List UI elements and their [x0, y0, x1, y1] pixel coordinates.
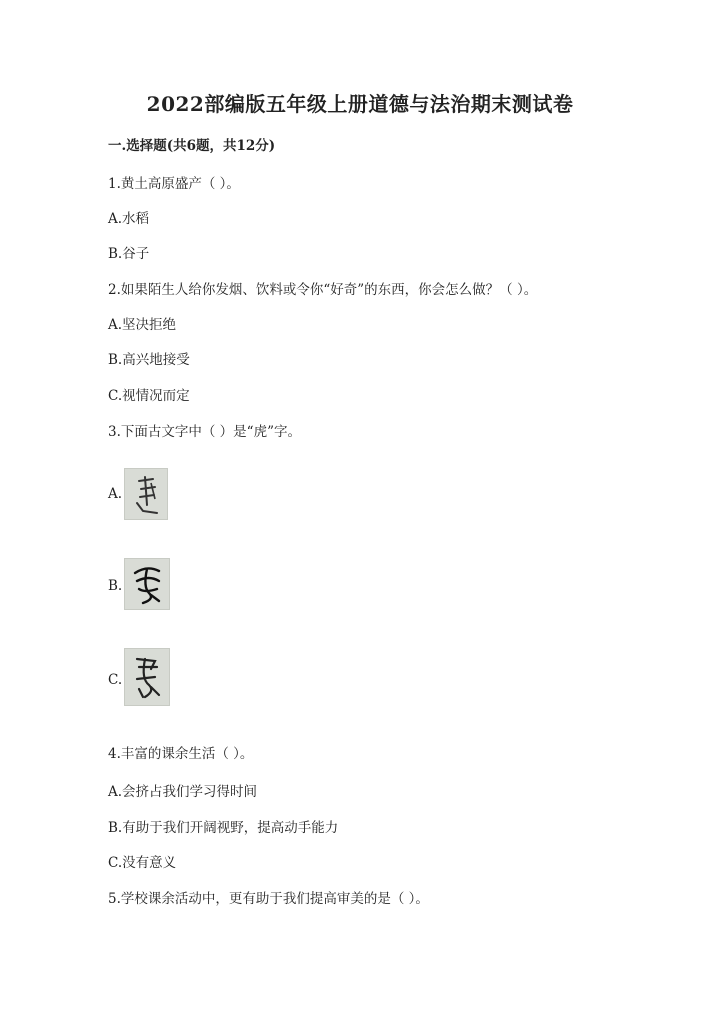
ancient-character-c-image: [124, 648, 170, 706]
question-2-option-c: C.视情况而定: [108, 388, 190, 404]
option-label: C.: [108, 672, 123, 688]
question-1-option-a: A.水稻: [108, 211, 150, 227]
question-4-stem: 4.丰富的课余生活（ ）。: [108, 746, 254, 762]
question-5-stem: 5.学校课余活动中，更有助于我们提高审美的是（ ）。: [108, 891, 429, 907]
question-4-option-b: B.有助于我们开阔视野，提高动手能力: [108, 820, 339, 836]
question-1-option-b: B.谷子: [108, 246, 150, 262]
question-2-option-b: B.高兴地接受: [108, 352, 190, 368]
question-1-stem: 1.黄土高原盛产（ ）。: [108, 176, 240, 192]
question-2-option-a: A.坚决拒绝: [108, 317, 177, 333]
section-heading: 一.选择题(共6题，共12分): [108, 138, 276, 154]
question-4-option-a: A.会挤占我们学习得时间: [108, 784, 258, 800]
ancient-character-a-image: [124, 468, 168, 520]
option-label: A.: [108, 486, 123, 502]
question-4-option-c: C.没有意义: [108, 855, 177, 871]
option-label: B.: [108, 578, 123, 594]
question-2-stem: 2.如果陌生人给你发烟、饮料或令你“好奇”的东西，你会怎么做？（ ）。: [108, 282, 538, 298]
ancient-character-b-image: [124, 558, 170, 610]
page-title: 2022部编版五年级上册道德与法治期末测试卷: [146, 92, 574, 116]
question-3-stem: 3.下面古文字中（ ）是“虎”字。: [108, 424, 301, 440]
